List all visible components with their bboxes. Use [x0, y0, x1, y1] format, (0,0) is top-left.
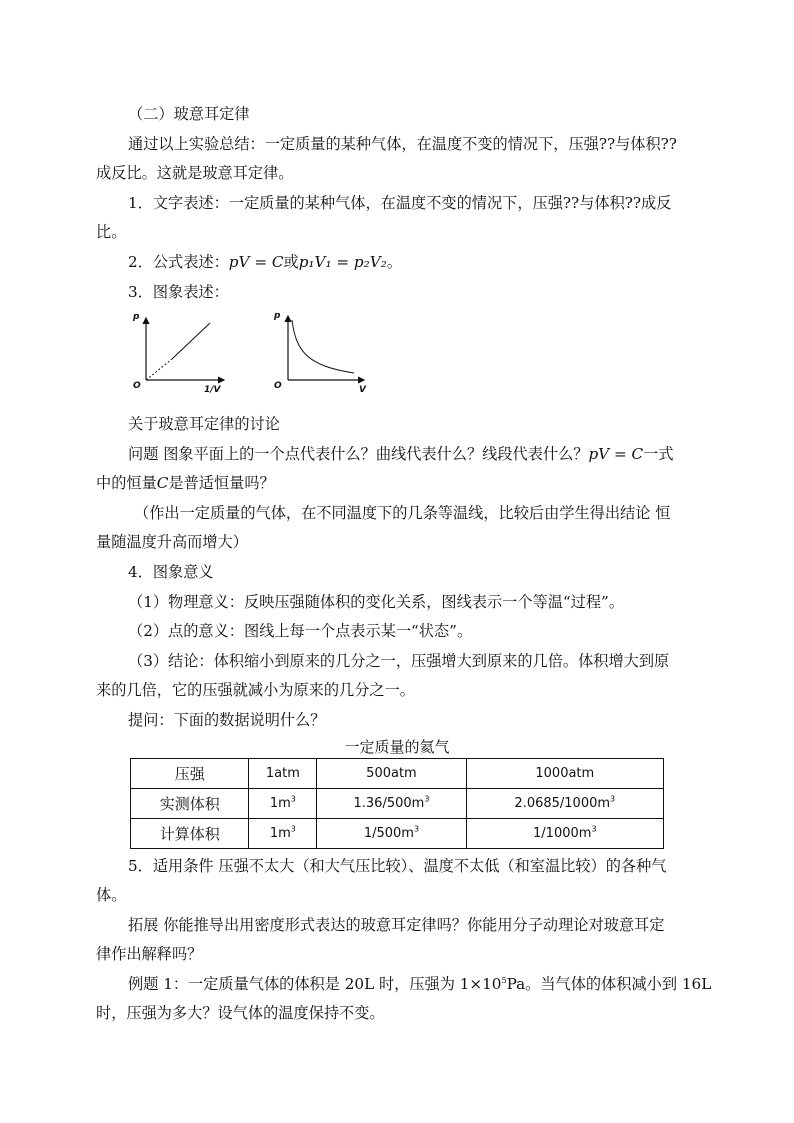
table-cell: $1m^3$ [249, 789, 317, 819]
discussion-title: 关于玻意耳定律的讨论 [128, 415, 280, 433]
graph2-x-label: V [359, 385, 366, 395]
graph-p-vs-v [268, 306, 378, 396]
graph1-dashed-segment [146, 359, 172, 380]
graph-p-vs-inverse-v [128, 306, 238, 396]
formula-p1v1-p2v2: p₁V₁ = p₂V₂ [298, 253, 387, 271]
point5-line-2: 体。 [96, 886, 127, 904]
graph2-hyperbola [292, 320, 354, 373]
graph1-x-label: 1/V [204, 385, 221, 395]
point4-title: 4．图象意义 [128, 563, 214, 581]
meaning-2: （2）点的意义：图线上每一个点表示某一“状态”。 [128, 622, 473, 640]
ask-line: 提问：下面的数据说明什么？ [128, 711, 326, 729]
meaning-1: （1）物理意义：反映压强随体积的变化关系，图线表示一个等温“过程”。 [128, 593, 625, 611]
formula-pv-c: pV = C [228, 253, 284, 271]
note-line-2: 量随温度升高而增大） [96, 533, 248, 551]
graph1-line [172, 323, 210, 359]
point3-line: 3．图象表述： [128, 283, 229, 301]
point2-prefix: 2．公式表述： [128, 253, 229, 271]
table-row [131, 819, 664, 849]
formula-or: 或 [283, 253, 299, 271]
table-cell: $1m^3$ [249, 819, 317, 849]
question-text-1: 问题 图象平面上的一个点代表什么？曲线代表什么？线段代表什么？ [128, 445, 589, 463]
table-cell: $1/1000m^3$ [466, 819, 663, 849]
table-cell: 1000atm [466, 759, 663, 789]
extend-line-2: 律作出解释吗？ [96, 945, 203, 963]
graph2-origin: O [274, 381, 282, 391]
point1-line-1: 1．文字表述：一定质量的某种气体，在温度不变的情况下，压强??与体积??成反 [128, 194, 672, 212]
question-line-1 [128, 440, 738, 468]
example-line-2: 时，压强为多大？设气体的温度保持不变。 [96, 1004, 385, 1022]
table-cell: 计算体积 [131, 819, 249, 849]
intro-line-1: 通过以上实验总结：一定质量的某种气体，在温度不变的情况下，压强??与体积?? [128, 135, 677, 153]
helium-data-table [130, 758, 664, 849]
graph2-y-label: p [274, 311, 281, 321]
question-text-3: 中的恒量 [96, 474, 157, 492]
question-text-2: 一式 [643, 445, 674, 463]
graph1-origin: O [133, 381, 141, 391]
question-formula: pV = C [588, 445, 644, 463]
note-line-1: （作出一定质量的气体，在不同温度下的几条等温线，比较后由学生得出结论 恒 [134, 504, 671, 522]
table-cell: 1atm [249, 759, 317, 789]
formula-end: 。 [386, 253, 402, 271]
table-cell: 压强 [131, 759, 249, 789]
table-cell: $1.36/500m^3$ [317, 789, 466, 819]
meaning-3-line-1: （3）结论：体积缩小到原来的几分之一，压强增大到原来的几倍。体积增大到原 [128, 652, 670, 670]
example-line-1 [128, 970, 738, 998]
question-text-4: 是普适恒量吗？ [168, 474, 275, 492]
meaning-3-line-2: 来的几倍，它的压强就减小为原来的几分之一。 [96, 681, 415, 699]
question-constant-c: C [156, 474, 169, 492]
table-cell: 实测体积 [131, 789, 249, 819]
table-caption: 一定质量的氦气 [344, 738, 450, 756]
table-row [131, 759, 664, 789]
extend-line-1: 拓展 你能推导出用密度形式表达的玻意耳定律吗？你能用分子动理论对玻意耳定 [128, 916, 665, 934]
table-cell: $1/500m^3$ [317, 819, 466, 849]
point2-line [128, 248, 738, 276]
point1-line-2: 比。 [96, 223, 127, 241]
graph1-y-label: p [133, 312, 140, 322]
table-cell: 500atm [317, 759, 466, 789]
table-cell: $2.0685/1000m^3$ [466, 789, 663, 819]
table-row [131, 789, 664, 819]
example-text-2: Pa。当气体的体积减小到 16L [506, 975, 712, 993]
point5-line-1: 5．适用条件 压强不太大（和大气压比较）、温度不太低（和室温比较）的各种气 [128, 857, 667, 875]
section-title: （二）玻意耳定律 [128, 105, 250, 123]
example-text-1: 例题 1：一定质量气体的体积是 20L 时，压强为 1×10 [128, 975, 502, 993]
question-line-2 [96, 469, 706, 497]
intro-line-2: 成反比。这就是玻意耳定律。 [96, 164, 294, 182]
example-exponent: 5 [501, 975, 507, 985]
